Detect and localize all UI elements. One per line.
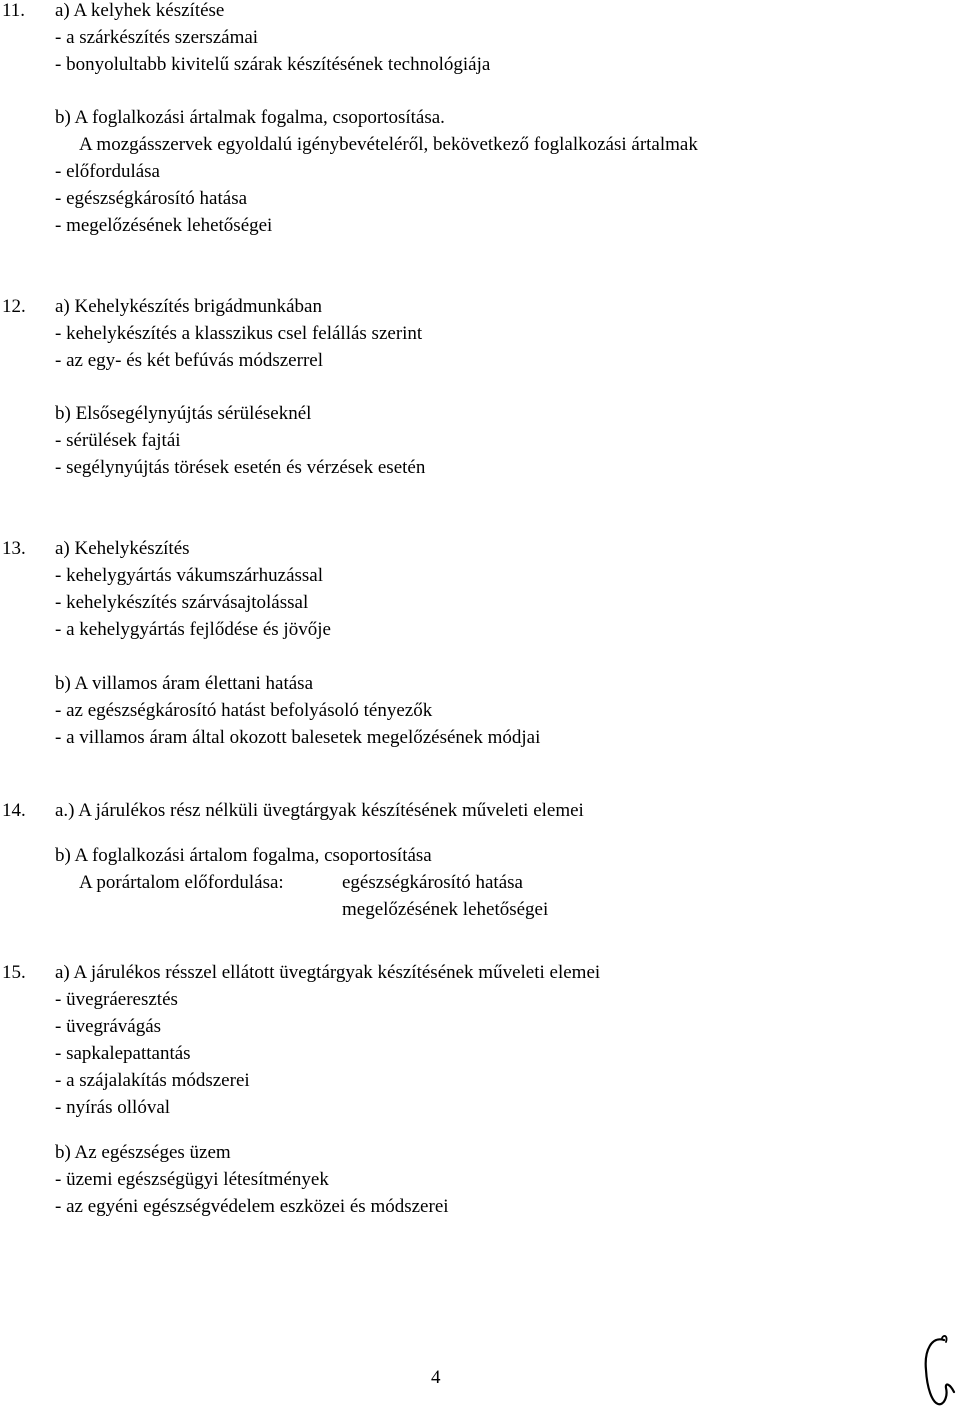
list-item: - sérülések fajtái	[55, 430, 181, 451]
item-number: 14.	[2, 800, 26, 821]
subtopic-heading: b) A foglalkozási ártalom fogalma, csoportosítása	[55, 845, 432, 866]
subtopic-heading: b) Elsősegélynyújtás sérüléseknél	[55, 403, 312, 424]
list-item: - a kehelygyártás fejlődése és jövője	[55, 619, 331, 640]
body-text: megelőzésének lehetőségei	[342, 899, 549, 920]
list-item: - nyírás ollóval	[55, 1097, 171, 1118]
list-item: - kehelykészítés szárvásajtolással	[55, 592, 309, 613]
subtopic-heading: b) A foglalkozási ártalmak fogalma, csoportosítása.	[55, 107, 445, 128]
subtopic-heading: a.) A járulékos rész nélküli üvegtárgyak készítésének műveleti elemei	[55, 800, 584, 821]
body-text: A mozgásszervek egyoldalú igénybevételéről, bekövetkező foglalkozási ártalmak	[79, 134, 698, 155]
item-number: 15.	[2, 962, 26, 983]
subtopic-heading: a) Kehelykészítés brigádmunkában	[55, 296, 322, 317]
subtopic-heading: a) A kelyhek készítése	[55, 0, 225, 21]
page-number: 4	[431, 1367, 441, 1388]
list-item: - a szájalakítás módszerei	[55, 1070, 250, 1091]
list-item: - az egészségkárosító hatást befolyásoló tényezők	[55, 700, 433, 721]
list-item: - üzemi egészségügyi létesítmények	[55, 1169, 329, 1190]
list-item: - bonyolultabb kivitelű szárak készítésének technológiája	[55, 54, 491, 75]
list-item: - sapkalepattantás	[55, 1043, 191, 1064]
list-item: - üvegrávágás	[55, 1016, 162, 1037]
item-number: 12.	[2, 296, 26, 317]
subtopic-heading: b) Az egészséges üzem	[55, 1142, 231, 1163]
handwritten-signature	[918, 1330, 958, 1410]
body-text: A porártalom előfordulása:	[79, 872, 284, 893]
list-item: - az egyéni egészségvédelem eszközei és módszerei	[55, 1196, 449, 1217]
list-item: - kehelygyártás vákumszárhuzással	[55, 565, 324, 586]
list-item: - egészségkárosító hatása	[55, 188, 248, 209]
list-item: - megelőzésének lehetőségei	[55, 215, 273, 236]
list-item: - az egy- és két befúvás módszerrel	[55, 350, 323, 371]
subtopic-heading: a) Kehelykészítés	[55, 538, 190, 559]
list-item: - a villamos áram által okozott balesetek megelőzésének módjai	[55, 727, 541, 748]
subtopic-heading: a) A járulékos résszel ellátott üvegtárgyak készítésének műveleti elemei	[55, 962, 601, 983]
list-item: - kehelykészítés a klasszikus csel felállás szerint	[55, 323, 423, 344]
subtopic-heading: b) A villamos áram élettani hatása	[55, 673, 314, 694]
list-item: - üvegráeresztés	[55, 989, 178, 1010]
item-number: 13.	[2, 538, 26, 559]
body-text: egészségkárosító hatása	[342, 872, 523, 893]
item-number: 11.	[2, 0, 26, 21]
list-item: - segélynyújtás törések esetén és vérzések esetén	[55, 457, 426, 478]
list-item: - előfordulása	[55, 161, 160, 182]
list-item: - a szárkészítés szerszámai	[55, 27, 259, 48]
